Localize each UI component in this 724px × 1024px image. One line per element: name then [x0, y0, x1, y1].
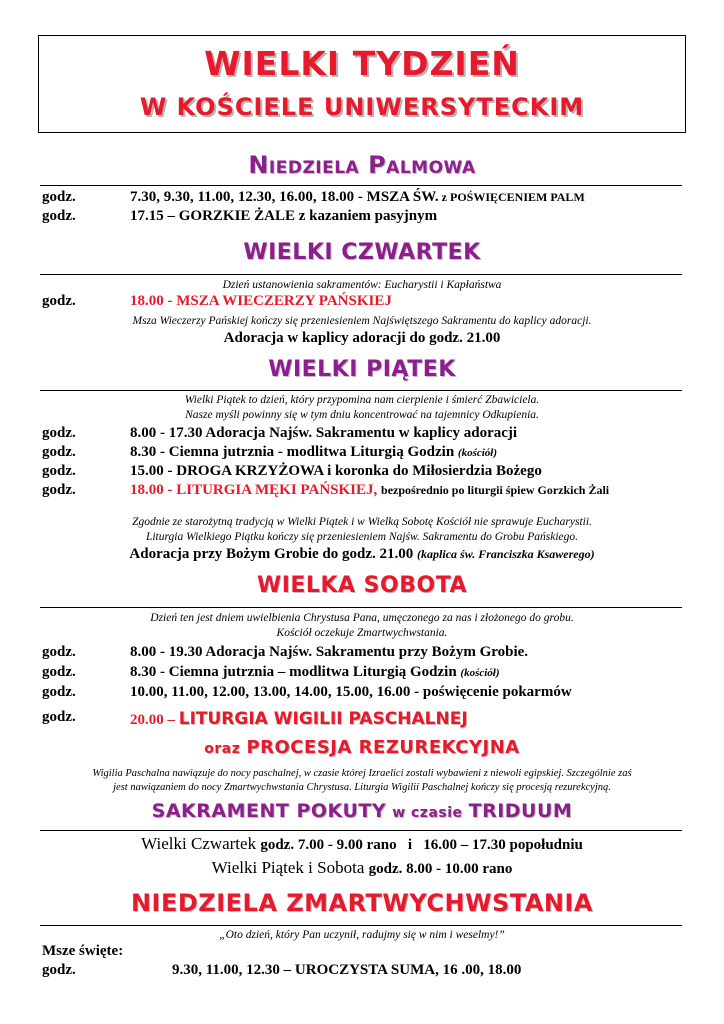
intro-note: Kościół oczekuje Zmartwychwstania. — [276, 627, 448, 639]
divider — [40, 390, 682, 391]
godz-label: godz. — [42, 425, 76, 441]
godz-label: godz. — [42, 444, 76, 460]
godz-label: godz. — [42, 463, 76, 479]
confession-line — [0, 834, 724, 854]
chapel-note: (kaplica św. Franciszka Ksawerego) — [417, 547, 595, 561]
procession-prefix: oraz — [204, 741, 241, 757]
confession-day: Wielki Czwartek — [141, 834, 257, 853]
godz-label: godz. — [42, 482, 76, 498]
vigil-title: LITURGIA WIGILII PASCHALNEJ — [178, 709, 468, 729]
schedule-text — [130, 189, 585, 206]
info-note: Liturgia Wielkiego Piątku kończy się przeniesieniem Najśw. Sakramentu do Grobu Pańskiego. — [145, 531, 579, 543]
info-note: Wigilia Paschalna nawiązuje do nocy paschalnej, w czasie której Izraelici zostali wybawieni z niewoli egipskiej. Szczególnie zaś — [92, 768, 632, 779]
holy-saturday-heading: WIELKA SOBOTA — [256, 573, 468, 598]
adoration-text: Adoracja przy Bożym Grobie do godz. 21.00 — [129, 546, 414, 562]
schedule-text: 8.00 - 19.30 Adoracja Najśw. Sakramentu przy Bożym Grobie. — [130, 644, 529, 660]
adoration-line — [0, 546, 724, 563]
palm-sunday-heading: Niedziela Palmowa — [248, 151, 476, 179]
info-note: jest nawiązaniem do nocy Zmartwychwstania Chrystusa. Liturgia Wigilii Paschalnej kończy się procesją rezurekcyjną. — [113, 782, 611, 793]
masses-label: Msze święte: — [42, 943, 124, 959]
godz-label: godz. — [42, 644, 76, 660]
godz-label: godz. — [42, 293, 76, 309]
schedule-text: 15.00 - DROGA KRZYŻOWA i koronka do Miłosierdzia Bożego — [130, 463, 542, 479]
godz-label: godz. — [42, 664, 76, 680]
quote: „Oto dzień, który Pan uczynił, radujmy się w nim i weselmy!” — [219, 929, 505, 941]
schedule-text: 17.15 – GORZKIE ŻALE z kazaniem pasyjnym — [130, 208, 438, 224]
procession-heading — [0, 737, 724, 758]
easter-heading: NIEDZIELA ZMARTWYCHWSTANIA — [130, 889, 594, 917]
confession-line — [0, 858, 724, 878]
mass-times: 7.30, 9.30, 11.00, 12.30, 16.00, 18.00 - MSZA ŚW. — [130, 189, 439, 205]
divider — [40, 607, 682, 608]
confession-hours: godz. 8.00 - 10.00 rano — [368, 861, 513, 877]
location-note: (kościół) — [460, 667, 500, 679]
liturgy-suffix: bezpośrednio po liturgii śpiew Gorzkich Żali — [381, 483, 610, 497]
page-subtitle: W KOŚCIELE UNIWERSYTECKIM — [139, 93, 585, 121]
confession-title: SAKRAMENT POKUTY — [151, 800, 387, 822]
holy-thursday-heading: WIELKI CZWARTEK — [243, 240, 481, 265]
divider — [40, 830, 682, 831]
confession-day: Wielki Piątek i Sobota — [211, 858, 365, 877]
mass-suffix: z POŚWIĘCENIEM PALM — [438, 190, 585, 204]
confession-triduum: TRIDUUM — [468, 800, 573, 822]
intro-note: Dzień ustanowienia sakramentów: Eucharystii i Kapłaństwa — [222, 279, 502, 291]
page-title: WIELKI TYDZIEŃ — [204, 44, 520, 83]
confession-heading — [0, 800, 724, 822]
intro-note: Nasze myśli powinny się w tym dniu koncentrować na tajemnicy Odkupienia. — [185, 409, 539, 421]
prayer-text: 8.30 - Ciemna jutrznia - modlitwa Liturgią Godzin — [130, 444, 455, 460]
prayer-text: 8.30 - Ciemna jutrznia – modlitwa Liturgią Godzin — [130, 664, 457, 680]
adoration-line: Adoracja w kaplicy adoracji do godz. 21.00 — [223, 330, 501, 346]
vigil-time: 20.00 – — [130, 712, 175, 728]
schedule-text — [130, 444, 497, 461]
schedule-text: 18.00 - MSZA WIECZERZY PAŃSKIEJ — [130, 293, 392, 309]
godz-label: godz. — [42, 709, 76, 725]
info-note: Msza Wieczerzy Pańskiej kończy się przeniesieniem Najświętszego Sakramentu do kaplicy adoracji. — [132, 315, 592, 327]
godz-label: godz. — [42, 962, 76, 978]
intro-note: Dzień ten jest dniem uwielbienia Chrystusa Pana, umęczonego za nas i złożonego do grobu. — [150, 612, 574, 624]
procession-title: PROCESJA REZUREKCYJNA — [246, 737, 520, 758]
confession-mid: w czasie — [392, 805, 463, 821]
godz-label: godz. — [42, 208, 76, 224]
good-friday-heading: WIELKI PIĄTEK — [268, 357, 456, 382]
confession-hours: godz. 7.00 - 9.00 rano i 16.00 – 17.30 popołudniu — [260, 837, 583, 853]
schedule-text: 8.00 - 17.30 Adoracja Najśw. Sakramentu w kaplicy adoracji — [130, 425, 518, 441]
schedule-text — [130, 664, 500, 681]
header-box — [38, 35, 686, 133]
godz-label: godz. — [42, 684, 76, 700]
divider — [40, 274, 682, 275]
schedule-text — [130, 482, 609, 499]
schedule-text — [130, 709, 468, 729]
liturgy-title: 18.00 - LITURGIA MĘKI PAŃSKIEJ, — [130, 482, 378, 498]
schedule-text: 9.30, 11.00, 12.30 – UROCZYSTA SUMA, 16 .00, 18.00 — [172, 962, 522, 978]
intro-note: Wielki Piątek to dzień, który przypomina nam cierpienie i śmierć Zbawiciela. — [184, 394, 540, 406]
location-note: (kościół) — [457, 447, 498, 459]
info-note: Zgodnie ze starożytną tradycją w Wielki Piątek i w Wielką Sobotę Kościół nie sprawuje Eucharystii. — [132, 516, 592, 528]
godz-label: godz. — [42, 189, 76, 205]
divider — [40, 925, 682, 926]
schedule-text: 10.00, 11.00, 12.00, 13.00, 14.00, 15.00, 16.00 - poświęcenie pokarmów — [130, 684, 572, 700]
divider — [40, 185, 682, 186]
